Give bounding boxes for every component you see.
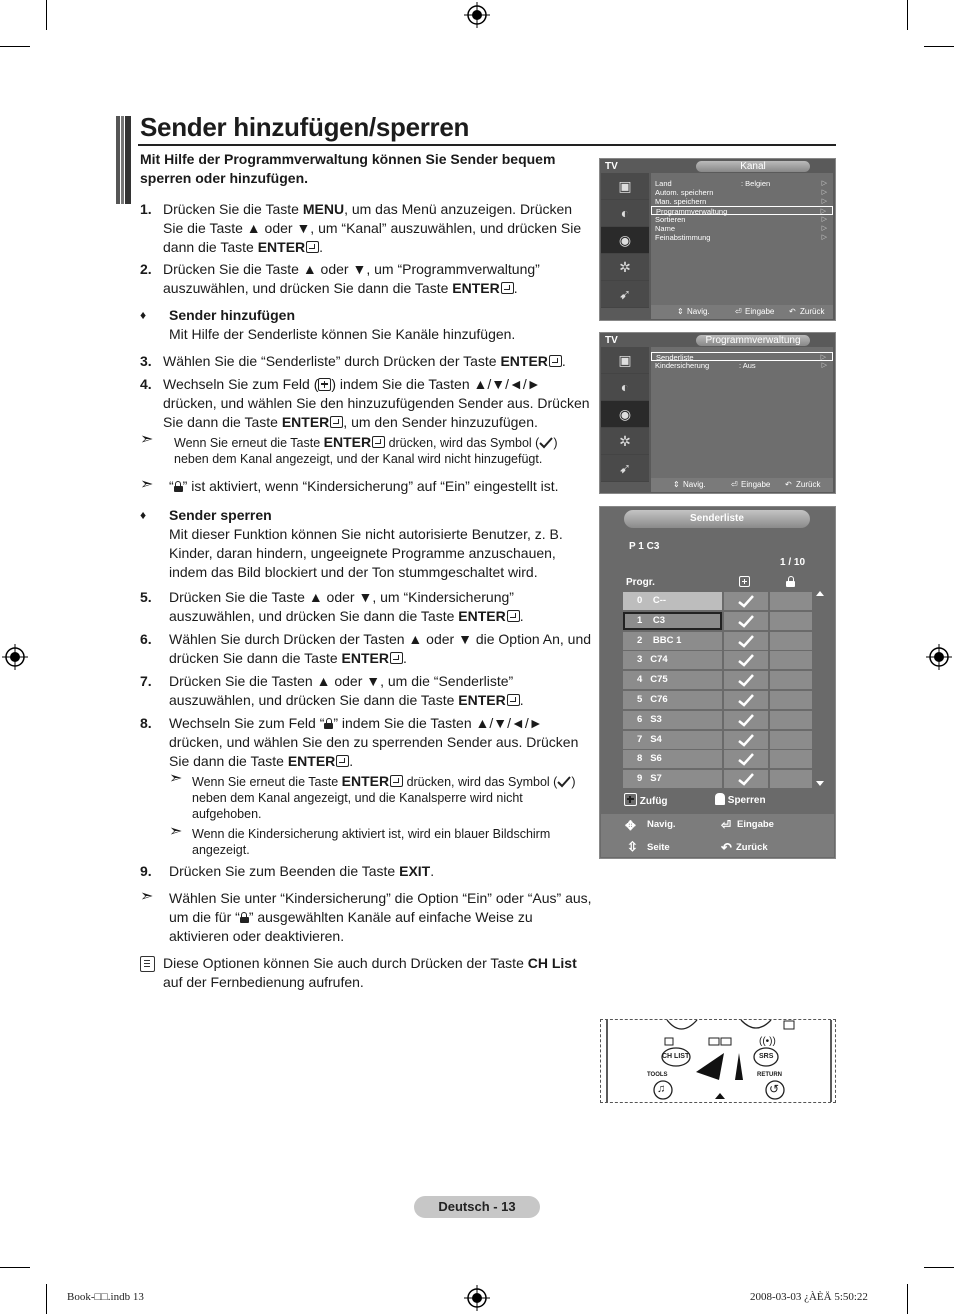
program-name: BBC 1 (652, 634, 682, 646)
memo-ch-list (140, 954, 595, 992)
chevron-right-icon: ▷ (821, 225, 827, 232)
program-number: 1 (637, 614, 643, 626)
key-name: MENU (302, 201, 345, 217)
program-number: 5 (637, 693, 643, 705)
step-8 (140, 714, 595, 771)
memo-icon (140, 956, 155, 972)
menu-item-man-speichern[interactable] (651, 197, 833, 206)
add-icon (318, 378, 331, 391)
step-number: 1. (140, 201, 152, 217)
lock-cell[interactable] (770, 592, 812, 610)
step-text: . (561, 353, 566, 369)
step-text: . (319, 239, 324, 255)
chevron-right-icon: ▷ (821, 234, 827, 241)
diamond-icon: ♦ (140, 508, 147, 522)
step-text: , um den Sender hinzuzufügen. (343, 414, 538, 430)
chevron-right-icon: ▷ (821, 216, 827, 223)
check-icon (738, 654, 754, 667)
program-cell[interactable] (623, 671, 722, 689)
key-name: ENTER (281, 414, 330, 430)
program-name: C-- (652, 595, 667, 606)
current-program: P 1 C3 (629, 541, 660, 552)
program-cell[interactable] (623, 651, 722, 669)
step-5 (140, 588, 595, 626)
footer-enter-label: Eingabe (737, 819, 774, 830)
program-number: 4 (637, 674, 643, 686)
nav-icon: ✥ (625, 818, 636, 833)
check-icon (738, 753, 754, 766)
menu-item-label: Feinabstimmung (655, 233, 711, 242)
remote-control-illustration (600, 1019, 836, 1103)
key-name: ENTER (287, 753, 336, 769)
return-icon: ↶ (789, 307, 796, 316)
crop-mark (924, 1267, 954, 1268)
lock-cell[interactable] (770, 731, 812, 749)
program-number: 3 (637, 654, 643, 666)
registration-mark-icon (2, 644, 28, 670)
step-1 (140, 200, 595, 257)
tools-label: TOOLS (647, 1072, 668, 1078)
channel-icon[interactable]: ◉ (601, 401, 649, 428)
key-name: ENTER (458, 608, 506, 624)
step-3 (140, 352, 595, 371)
program-number: 9 (637, 773, 643, 785)
return-icon: ↶ (785, 480, 792, 489)
senderliste-panel (599, 506, 836, 859)
step-text: . (402, 650, 407, 666)
step-number: 6. (140, 631, 152, 647)
program-name: S4 (650, 733, 662, 745)
lock-cell[interactable] (770, 691, 812, 709)
step-4 (140, 375, 595, 432)
page-icon: ⇳ (627, 839, 638, 854)
note-arrow-icon: ➣ (140, 888, 154, 905)
sound-icon[interactable]: ◐ (601, 200, 649, 227)
scroll-up-icon[interactable] (816, 591, 824, 596)
remote-control-drawing (601, 1020, 836, 1103)
diamond-icon: ♦ (140, 308, 147, 322)
note-text: ) neben dem Kanal angezeigt, und der Kanal wird nicht hinzugefügt. (174, 436, 558, 466)
key-name: ENTER (257, 239, 306, 255)
page-title: Sender hinzufügen/sperren (140, 112, 470, 142)
step-text: . (430, 863, 435, 879)
program-cell[interactable] (623, 632, 722, 650)
program-cell[interactable] (623, 711, 722, 729)
tv-label: TV (605, 335, 618, 346)
add-cell[interactable] (724, 671, 768, 689)
ch-list-button[interactable]: CH LIST (662, 1053, 690, 1060)
return-icon: ↶ (721, 840, 732, 855)
srs-button[interactable]: SRS (759, 1053, 774, 1060)
lock-cell[interactable] (770, 632, 812, 650)
footer-nav-label: Navig. (683, 480, 706, 489)
lock-cell[interactable] (770, 711, 812, 729)
step-number: 2. (140, 261, 152, 277)
check-icon (738, 635, 754, 648)
crop-mark (0, 46, 30, 47)
sound-icon[interactable]: ◐ (601, 374, 649, 401)
menu-header: Programmverwaltung (696, 335, 810, 346)
input-icon[interactable]: ➹ (601, 281, 649, 308)
step-text: Drücken Sie die Taste ▲ oder ▼, um “Kindersicherung” auszuwählen, und drücken Sie dann die Taste (169, 589, 514, 624)
note-text: “ (169, 478, 174, 494)
menu-item-label: Sortieren (655, 215, 686, 224)
program-name: S6 (650, 753, 662, 765)
menu-item-feinabstimmung[interactable] (651, 233, 833, 242)
picture-icon[interactable]: ▣ (601, 347, 649, 374)
print-slug-file: Book-□□.indb 13 (67, 1291, 144, 1303)
add-cell[interactable] (724, 651, 768, 669)
note-add-repeat (140, 431, 595, 467)
crop-mark (907, 1284, 908, 1314)
step-number: 8. (140, 715, 152, 731)
enter-icon: ⏎ (721, 818, 732, 832)
registration-mark-icon (464, 1285, 490, 1311)
key-name: ENTER (341, 773, 390, 789)
tv-label: TV (605, 161, 618, 172)
note-arrow-icon: ➣ (169, 823, 183, 840)
key-name: ENTER (452, 280, 500, 296)
menu-sidebar (601, 347, 649, 482)
channel-icon[interactable]: ◉ (601, 227, 649, 254)
footer-page-label: Seite (647, 842, 670, 853)
column-header-progr: Progr. (626, 577, 655, 588)
program-name: C75 (650, 674, 668, 686)
check-icon (738, 773, 754, 786)
legend-add-label: Zufüg (639, 796, 668, 807)
footer-nav-label: Navig. (647, 819, 676, 830)
enter-icon (549, 355, 562, 367)
add-cell[interactable] (724, 632, 768, 650)
nav-icon: ⇕ (673, 480, 680, 489)
program-number: 7 (637, 733, 643, 745)
setup-icon[interactable]: ✲ (601, 428, 649, 455)
picture-icon[interactable]: ▣ (601, 173, 649, 200)
legend-lock (715, 793, 766, 806)
program-number: 8 (637, 753, 643, 765)
key-name: ENTER (341, 650, 389, 666)
crop-mark (924, 46, 954, 47)
menu-item-value: : Aus (739, 361, 756, 370)
lock-icon (324, 718, 333, 729)
menu-item-label: Programmverwaltung (656, 207, 728, 216)
step-text: . (349, 753, 354, 769)
lock-column-icon (786, 576, 795, 587)
step-text: , um das Menü anzuzeigen. Drücken Sie die Taste ▲ oder ▼, um “Kanal” auszuwählen, und drücken Sie dann die Taste (163, 201, 582, 255)
note-text: ” ausgewählten Kanäle auf einfache Weise zu aktivieren oder deaktivieren. (169, 909, 533, 944)
enter-icon (507, 694, 520, 706)
note-text: Wenn Sie erneut die Taste (192, 775, 342, 789)
key-name: ENTER (323, 434, 372, 450)
footer-enter-label: Eingabe (741, 480, 771, 489)
step-6 (140, 630, 595, 668)
step-text: . (519, 692, 524, 708)
menu-footer (651, 305, 833, 319)
step-text: Wechseln Sie zum Feld ( (163, 376, 319, 392)
check-icon (738, 595, 754, 608)
chevron-right-icon: ▷ (820, 208, 826, 215)
menu-item-label: Autom. speichern (655, 188, 714, 197)
note-kindersicherung (140, 889, 595, 946)
enter-icon (390, 652, 403, 664)
chevron-right-icon: ▷ (821, 198, 827, 205)
program-name: S3 (650, 713, 662, 725)
menu-header: Kanal (696, 161, 810, 172)
add-cell[interactable] (724, 592, 768, 610)
step-2 (140, 260, 595, 298)
check-icon (738, 714, 754, 727)
sound-mode-icon[interactable]: ((•)) (759, 1036, 776, 1047)
step-number: 5. (140, 589, 152, 605)
add-cell[interactable] (724, 731, 768, 749)
memo-text: auf der Fernbedienung aufrufen. (163, 974, 364, 990)
page-indicator: 1 / 10 (780, 557, 806, 568)
note-arrow-icon: ➣ (140, 431, 154, 448)
key-name: EXIT (399, 863, 431, 879)
step-text: . (519, 608, 524, 624)
setup-icon[interactable]: ✲ (601, 254, 649, 281)
step-text: Drücken Sie zum Beenden die Taste (169, 863, 400, 879)
note-arrow-icon: ➣ (169, 770, 183, 787)
print-slug-date: 2008-03-03 ¿ÀÈÄ 5:50:22 (750, 1291, 868, 1303)
step-7 (140, 672, 595, 710)
crop-mark (907, 0, 908, 30)
program-number: 2 (637, 634, 643, 646)
key-name: ENTER (500, 353, 548, 369)
note-lock-active (140, 477, 595, 496)
crop-mark (46, 0, 47, 30)
menu-item-autom-speichern[interactable] (651, 188, 833, 197)
nav-icon: ⇕ (677, 307, 684, 316)
tv-menu-programmverwaltung (599, 332, 836, 494)
note-text: drücken, wird das Symbol ( (403, 775, 558, 789)
add-cell[interactable] (724, 612, 768, 630)
lock-cell[interactable] (770, 671, 812, 689)
add-cell[interactable] (724, 770, 768, 788)
menu-content (651, 173, 833, 305)
footer-back-label: Zurück (796, 480, 821, 489)
enter-icon: ⏎ (731, 480, 738, 489)
check-icon (738, 674, 754, 687)
program-cell[interactable] (623, 612, 722, 630)
program-name: C76 (650, 693, 668, 705)
lock-icon (715, 793, 725, 805)
menu-item-name[interactable] (651, 224, 833, 233)
page-number-badge: Deutsch - 13 (414, 1196, 540, 1218)
key-name: ENTER (458, 692, 506, 708)
senderliste-footer (601, 814, 834, 857)
chevron-right-icon: ▷ (821, 180, 827, 187)
title-rule (138, 144, 836, 146)
bullet-title: Sender hinzufügen (169, 307, 295, 323)
menu-footer (651, 478, 833, 492)
footer-back-label: Zurück (736, 842, 768, 853)
menu-item-label: Senderliste (656, 353, 694, 362)
step-text: Wechseln Sie zum Feld “ (169, 715, 325, 731)
legend-lock-label: Sperren (727, 795, 766, 806)
note-text: ” ist aktiviert, wenn “Kindersicherung” auf “Ein” eingestellt ist. (182, 478, 559, 494)
chevron-right-icon: ▷ (821, 189, 827, 196)
program-number: 0 (637, 595, 643, 606)
add-cell[interactable] (724, 750, 768, 768)
menu-item-sortieren[interactable] (651, 215, 833, 224)
add-cell[interactable] (724, 711, 768, 729)
menu-sidebar (601, 173, 649, 308)
menu-item-label: Land (655, 179, 672, 188)
bullet-lock-channels (140, 506, 595, 582)
menu-item-senderliste[interactable] (651, 352, 833, 361)
program-number: 6 (637, 713, 643, 725)
enter-icon (336, 755, 349, 767)
step-text: Wählen Sie durch Drücken der Tasten ▲ oder ▼ die Option An, und drücken Sie dann die Taste (169, 631, 592, 666)
crop-mark (46, 1284, 47, 1314)
step-text: ” indem Sie die Tasten ▲/▼/◄/► drücken, und wählen Sie den zu sperrenden Sender aus. Drücken Sie dann die Taste (169, 715, 579, 769)
intro-text: Mit Hilfe der Programmverwaltung können Sie Sender bequem sperren oder hinzufügen. (140, 151, 556, 186)
bullet-add-channels (140, 306, 595, 344)
program-cell[interactable] (623, 691, 722, 709)
return-icon[interactable]: ↺ (769, 1082, 780, 1096)
menu-item-land[interactable] (651, 179, 833, 188)
key-name: CH List (527, 955, 577, 971)
program-name: C74 (650, 654, 668, 666)
note-text: Wählen Sie unter “Kindersicherung” die Option “Ein” oder “Aus” aus, um die für “ (169, 890, 592, 925)
title-decoration-bars (116, 116, 134, 204)
program-cell[interactable] (623, 731, 722, 749)
menu-content (651, 347, 833, 478)
crop-mark (0, 1267, 30, 1268)
footer-enter-label: Eingabe (745, 307, 775, 316)
check-icon (738, 615, 754, 628)
enter-icon (390, 775, 403, 787)
lock-cell[interactable] (770, 651, 812, 669)
check-icon (738, 734, 754, 747)
add-icon (624, 793, 637, 806)
program-name: C3 (652, 614, 666, 626)
memo-text: Diese Optionen können Sie auch durch Drücken der Taste (163, 955, 528, 971)
menu-item-kindersicherung[interactable] (651, 361, 833, 370)
enter-icon (372, 436, 385, 448)
chevron-right-icon: ▷ (820, 354, 826, 361)
scroll-down-icon[interactable] (816, 781, 824, 786)
enter-icon (501, 282, 514, 294)
bullet-title: Sender sperren (169, 507, 272, 523)
note-text: ) neben dem Kanal angezeigt, und die Kanalsperre wird nicht aufgehoben. (192, 775, 576, 821)
check-icon (557, 776, 571, 788)
legend-add (624, 793, 668, 807)
tools-icon[interactable]: ♫ (657, 1083, 666, 1095)
enter-icon (330, 416, 343, 428)
add-cell[interactable] (724, 691, 768, 709)
step-text: Drücken Sie die Taste ▲ oder ▼, um “Programmverwaltung” auszuwählen, und drücken Sie dann die Taste (163, 261, 540, 296)
note-lock-repeat (169, 770, 595, 822)
menu-item-label: Name (655, 224, 676, 233)
registration-mark-icon (926, 644, 952, 670)
note-text: drücken, wird das Symbol ( (385, 436, 540, 450)
step-number: 7. (140, 673, 152, 689)
menu-item-value: : Belgien (741, 179, 771, 188)
lock-cell[interactable] (770, 770, 812, 788)
lock-cell[interactable] (770, 612, 812, 630)
step-text: Wählen Sie die “Senderliste” durch Drücken der Taste (163, 353, 501, 369)
step-text: Drücken Sie die Tasten ▲ oder ▼, um die “Senderliste” auszuwählen, und drücken Sie dann die Taste (169, 673, 514, 708)
step-9 (140, 862, 595, 881)
program-name: S7 (650, 773, 662, 785)
step-number: 4. (140, 376, 152, 392)
tv-menu-kanal (599, 158, 836, 321)
step-number: 9. (140, 863, 152, 879)
senderliste-header: Senderliste (624, 510, 810, 528)
step-text: Drücken Sie die Taste (163, 201, 303, 217)
program-cell[interactable] (623, 770, 722, 788)
footer-nav-label: Navig. (687, 307, 710, 316)
enter-icon (507, 610, 520, 622)
return-label: RETURN (757, 1072, 782, 1078)
enter-icon: ⏎ (735, 307, 742, 316)
check-icon (539, 437, 553, 449)
menu-item-programmverwaltung[interactable] (651, 206, 833, 215)
note-text: Wenn die Kindersicherung aktiviert ist, wird ein blauer Bildschirm angezeigt. (192, 827, 551, 857)
chevron-right-icon: ▷ (821, 362, 827, 369)
add-column-icon (739, 576, 750, 587)
lock-icon (174, 481, 183, 492)
step-number: 3. (140, 353, 152, 369)
program-cell[interactable] (623, 750, 722, 768)
note-arrow-icon: ➣ (140, 476, 154, 493)
note-blue-screen (169, 823, 595, 858)
check-icon (738, 694, 754, 707)
bullet-text: Mit dieser Funktion können Sie nicht autorisierte Benutzer, z. B. Kinder, daran hindern, ungeeignete Programme anzuschauen, indem das Bild blockiert und der Ton stummgeschaltet wird. (169, 526, 563, 580)
registration-mark-icon (464, 2, 490, 28)
program-cell[interactable] (623, 592, 722, 610)
step-text: . (513, 280, 518, 296)
footer-back-label: Zurück (800, 307, 825, 316)
menu-item-label: Man. speichern (655, 197, 707, 206)
input-icon[interactable]: ➹ (601, 455, 649, 482)
bullet-text: Mit Hilfe der Senderliste können Sie Kanäle hinzufügen. (169, 326, 516, 342)
note-text: Wenn Sie erneut die Taste (174, 436, 324, 450)
lock-cell[interactable] (770, 750, 812, 768)
instruction-column (140, 150, 595, 992)
menu-item-label: Kindersicherung (655, 361, 710, 370)
step-text: ) indem Sie die Tasten ▲/▼/◄/► drücken, und wählen Sie den hinzuzufügenden Sender aus. Drücken Sie dann die Taste (163, 376, 590, 430)
enter-icon (306, 241, 319, 253)
lock-icon (240, 912, 249, 923)
